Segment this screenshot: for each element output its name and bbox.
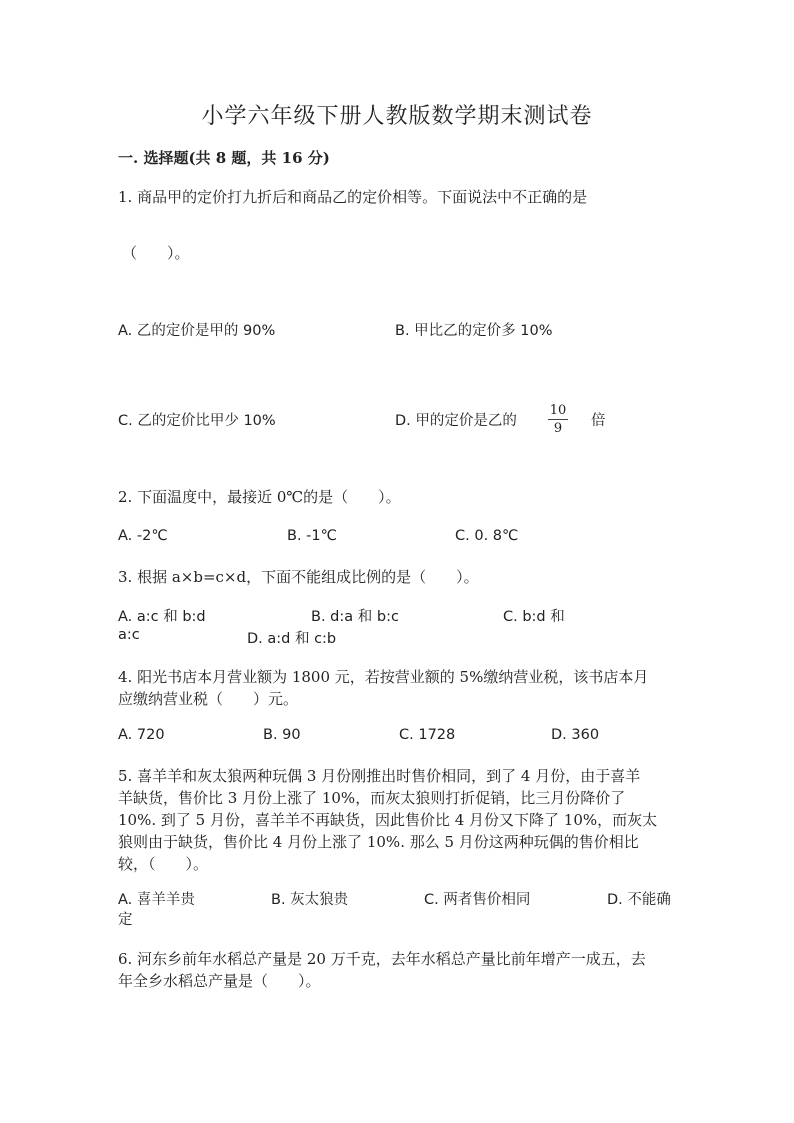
question-3-option-d: D. a:d 和 c:b <box>247 631 337 647</box>
question-4-option-b: B. 90 <box>263 727 301 743</box>
question-3-option-b: B. d:a 和 b:c <box>311 609 399 625</box>
fraction-bar <box>548 419 568 420</box>
question-2-stem: 2. 下面温度中，最接近 0℃的是（ ）。 <box>118 488 401 506</box>
question-4-stem-line-2: 应缴纳营业税（ ）元。 <box>118 690 299 708</box>
question-1-option-b: B. 甲比乙的定价多 10% <box>395 323 553 339</box>
section-heading: 一. 选择题(共 8 题，共 16 分) <box>118 149 330 167</box>
question-5-line-2: 羊缺货，售价比 3 月份上涨了 10%，而灰太狼则打折促销，比三月份降价了 <box>118 789 626 807</box>
question-5-option-d-continued: 定 <box>118 912 133 928</box>
question-1-option-d-suffix: 倍 <box>591 413 606 429</box>
question-5-line-3: 10%. 到了 5 月份，喜羊羊不再缺货，因此售价比 4 月份又下降了 10%，而灰太 <box>118 811 658 829</box>
question-6-line-1: 6. 河东乡前年水稻总产量是 20 万千克，去年水稻总产量比前年增产一成五，去 <box>118 950 646 968</box>
question-4-stem-line-1: 4. 阳光书店本月营业额为 1800 元，若按营业额的 5%缴纳营业税，该书店本月 <box>118 668 649 686</box>
question-1-option-c: C. 乙的定价比甲少 10% <box>118 413 276 429</box>
question-1-stem: 1. 商品甲的定价打九折后和商品乙的定价相等。下面说法中不正确的是 <box>118 188 588 206</box>
question-5-option-c: C. 两者售价相同 <box>424 892 531 908</box>
question-5-line-4: 狼则由于缺货，售价比 4 月份上涨了 10%. 那么 5 月份这两种玩偶的售价相比 <box>118 833 639 851</box>
question-3-option-a: A. a:c 和 b:d <box>118 609 206 625</box>
page-title: 小学六年级下册人教版数学期末测试卷 <box>201 104 593 129</box>
question-1-option-d-fraction <box>546 403 570 436</box>
question-2-option-b: B. -1℃ <box>287 528 337 544</box>
question-2-option-c: C. 0. 8℃ <box>455 528 519 544</box>
question-3-option-c: C. b:d 和 <box>503 609 565 625</box>
question-5-line-1: 5. 喜羊羊和灰太狼两种玩偶 3 月份刚推出时售价相同，到了 4 月份，由于喜羊 <box>118 767 641 785</box>
question-1-option-d: D. 甲的定价是乙的 <box>395 413 517 429</box>
question-5-line-5: 较，（ ）。 <box>118 855 209 873</box>
question-4-option-c: C. 1728 <box>399 727 456 743</box>
question-1-blank: （ ）。 <box>122 244 190 262</box>
question-6-line-2: 年全乡水稻总产量是（ ）。 <box>118 972 321 990</box>
fraction-numerator: 10 <box>549 403 567 418</box>
question-5-option-a: A. 喜羊羊贵 <box>118 892 195 908</box>
question-4-option-a: A. 720 <box>118 727 165 743</box>
question-2-option-a: A. -2℃ <box>118 528 168 544</box>
question-5-option-b: B. 灰太狼贵 <box>271 892 349 908</box>
question-3-stem: 3. 根据 a×b=c×d，下面不能组成比例的是（ ）。 <box>118 568 479 586</box>
question-5-option-d: D. 不能确 <box>607 892 671 908</box>
question-4-option-d: D. 360 <box>551 727 600 743</box>
question-1-option-a: A. 乙的定价是甲的 90% <box>118 323 276 339</box>
fraction-denominator: 9 <box>553 421 563 436</box>
question-3-option-c-continued: a:c <box>118 627 140 643</box>
